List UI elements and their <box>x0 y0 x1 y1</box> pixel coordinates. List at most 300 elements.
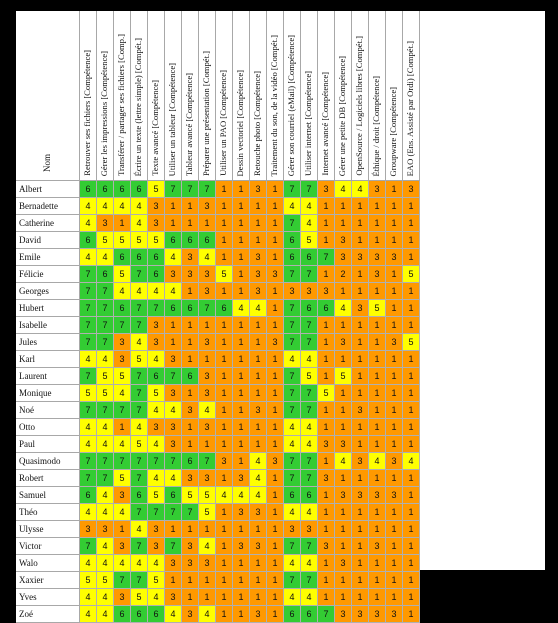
score-cell: 1 <box>267 249 284 266</box>
score-cell: 1 <box>369 521 386 538</box>
score-cell: 7 <box>80 317 97 334</box>
table-row <box>16 606 545 623</box>
table-row <box>16 283 545 300</box>
row-name: Monique <box>16 385 80 402</box>
score-cell: 6 <box>97 266 114 283</box>
score-cell: 7 <box>284 402 301 419</box>
score-cell: 1 <box>403 504 420 521</box>
score-cell: 1 <box>114 215 131 232</box>
score-cell: 1 <box>250 334 267 351</box>
score-cell: 1 <box>403 283 420 300</box>
score-cell: 1 <box>216 521 233 538</box>
table-row <box>16 487 545 504</box>
score-cell: 1 <box>165 521 182 538</box>
column-header <box>335 11 352 181</box>
table-row <box>16 538 545 555</box>
table-body <box>16 181 545 623</box>
score-cell: 1 <box>352 351 369 368</box>
score-cell: 3 <box>165 436 182 453</box>
score-cell: 3 <box>148 334 165 351</box>
score-cell: 5 <box>148 181 165 198</box>
score-cell: 1 <box>318 453 335 470</box>
score-cell: 4 <box>80 249 97 266</box>
score-cell: 1 <box>369 351 386 368</box>
score-cell: 7 <box>284 385 301 402</box>
score-cell: 3 <box>148 538 165 555</box>
score-cell: 1 <box>182 385 199 402</box>
score-cell: 6 <box>148 249 165 266</box>
score-cell: 4 <box>199 538 216 555</box>
column-header-label: Gérer son courriel (eMail) [Compétence] <box>286 34 296 176</box>
column-header <box>403 11 420 181</box>
score-cell: 6 <box>284 606 301 623</box>
score-cell: 1 <box>335 572 352 589</box>
column-header <box>233 11 250 181</box>
score-cell: 3 <box>369 266 386 283</box>
score-cell: 1 <box>114 419 131 436</box>
row-name: Emile <box>16 249 80 266</box>
score-cell: 4 <box>301 351 318 368</box>
score-cell: 1 <box>403 215 420 232</box>
score-cell: 4 <box>148 555 165 572</box>
column-header <box>131 11 148 181</box>
table-row <box>16 470 545 487</box>
score-cell: 1 <box>386 317 403 334</box>
score-cell: 1 <box>233 555 250 572</box>
score-cell: 5 <box>131 351 148 368</box>
score-cell: 4 <box>335 181 352 198</box>
score-cell: 1 <box>233 368 250 385</box>
score-cell: 1 <box>216 283 233 300</box>
score-cell: 4 <box>403 453 420 470</box>
table-row <box>16 249 545 266</box>
column-header <box>97 11 114 181</box>
score-cell: 4 <box>335 300 352 317</box>
score-cell: 1 <box>369 436 386 453</box>
score-cell: 7 <box>80 300 97 317</box>
score-cell: 4 <box>131 283 148 300</box>
score-cell: 3 <box>199 555 216 572</box>
score-cell: 3 <box>352 606 369 623</box>
score-cell: 3 <box>352 487 369 504</box>
score-cell: 4 <box>199 249 216 266</box>
score-cell: 7 <box>80 266 97 283</box>
score-cell: 1 <box>216 215 233 232</box>
score-cell: 7 <box>131 385 148 402</box>
score-cell: 4 <box>165 606 182 623</box>
score-cell: 4 <box>97 419 114 436</box>
table-row <box>16 419 545 436</box>
score-cell: 7 <box>114 317 131 334</box>
score-cell: 4 <box>284 351 301 368</box>
score-cell: 4 <box>369 453 386 470</box>
score-cell: 1 <box>318 504 335 521</box>
score-cell: 4 <box>80 555 97 572</box>
row-name: Théo <box>16 504 80 521</box>
score-cell: 5 <box>301 232 318 249</box>
table-row <box>16 385 545 402</box>
score-cell: 4 <box>301 589 318 606</box>
score-cell: 5 <box>97 572 114 589</box>
column-header <box>318 11 335 181</box>
score-cell: 5 <box>148 572 165 589</box>
score-cell: 1 <box>199 589 216 606</box>
score-cell: 1 <box>233 521 250 538</box>
score-cell: 3 <box>403 181 420 198</box>
score-cell: 6 <box>148 368 165 385</box>
score-cell: 4 <box>284 555 301 572</box>
score-cell: 3 <box>386 249 403 266</box>
score-cell: 5 <box>199 504 216 521</box>
score-cell: 1 <box>335 198 352 215</box>
score-cell: 4 <box>97 487 114 504</box>
score-cell: 4 <box>250 453 267 470</box>
score-cell: 7 <box>284 334 301 351</box>
score-cell: 7 <box>131 453 148 470</box>
score-cell: 1 <box>267 470 284 487</box>
score-cell: 7 <box>301 538 318 555</box>
score-cell: 5 <box>97 232 114 249</box>
score-cell: 3 <box>199 334 216 351</box>
column-header <box>386 11 403 181</box>
score-cell: 7 <box>301 317 318 334</box>
score-cell: 1 <box>267 504 284 521</box>
score-cell: 1 <box>352 521 369 538</box>
score-cell: 7 <box>148 504 165 521</box>
column-header <box>267 11 284 181</box>
score-cell: 1 <box>267 555 284 572</box>
score-cell: 3 <box>148 198 165 215</box>
score-cell: 4 <box>97 504 114 521</box>
score-cell: 1 <box>250 572 267 589</box>
score-cell: 1 <box>199 215 216 232</box>
score-cell: 3 <box>80 521 97 538</box>
score-cell: 6 <box>182 453 199 470</box>
score-cell: 6 <box>318 300 335 317</box>
score-cell: 5 <box>80 572 97 589</box>
row-name: David <box>16 232 80 249</box>
row-name: Noé <box>16 402 80 419</box>
column-header-label: Dessin vectoriel [Compétence] <box>235 69 245 176</box>
table-row <box>16 334 545 351</box>
score-cell: 1 <box>233 232 250 249</box>
score-cell: 3 <box>148 419 165 436</box>
score-cell: 1 <box>352 589 369 606</box>
score-cell: 1 <box>250 368 267 385</box>
score-cell: 4 <box>148 402 165 419</box>
score-cell: 1 <box>267 181 284 198</box>
column-header-label: Tableur avancé [Compétence] <box>184 73 194 176</box>
score-cell: 1 <box>403 402 420 419</box>
score-cell: 1 <box>216 504 233 521</box>
column-header-label: Préparer une présentation [Compét.] <box>201 50 211 176</box>
score-cell: 6 <box>182 232 199 249</box>
score-cell: 3 <box>250 504 267 521</box>
score-cell: 4 <box>114 283 131 300</box>
score-cell: 1 <box>182 521 199 538</box>
score-cell: 1 <box>352 555 369 572</box>
score-cell: 3 <box>250 283 267 300</box>
score-cell: 6 <box>284 487 301 504</box>
score-cell: 1 <box>250 436 267 453</box>
score-cell: 7 <box>284 181 301 198</box>
row-name: Karl <box>16 351 80 368</box>
score-cell: 1 <box>182 419 199 436</box>
score-cell: 3 <box>352 402 369 419</box>
score-cell: 3 <box>114 487 131 504</box>
score-cell: 7 <box>165 181 182 198</box>
table-row <box>16 402 545 419</box>
score-cell: 7 <box>80 368 97 385</box>
score-cell: 4 <box>301 419 318 436</box>
score-cell: 6 <box>182 368 199 385</box>
score-cell: 1 <box>165 317 182 334</box>
score-cell: 3 <box>301 521 318 538</box>
row-name: Ulysse <box>16 521 80 538</box>
score-cell: 1 <box>403 470 420 487</box>
score-cell: 1 <box>386 351 403 368</box>
table-row <box>16 368 545 385</box>
score-cell: 1 <box>267 385 284 402</box>
score-cell: 4 <box>250 470 267 487</box>
score-cell: 3 <box>182 249 199 266</box>
score-cell: 4 <box>301 504 318 521</box>
score-cell: 1 <box>386 232 403 249</box>
score-cell: 4 <box>114 504 131 521</box>
score-cell: 7 <box>114 453 131 470</box>
score-cell: 1 <box>335 385 352 402</box>
score-cell: 1 <box>267 419 284 436</box>
score-cell: 4 <box>165 402 182 419</box>
score-cell: 6 <box>80 487 97 504</box>
table-row <box>16 215 545 232</box>
score-cell: 3 <box>148 317 165 334</box>
column-header <box>369 11 386 181</box>
score-cell: 1 <box>318 198 335 215</box>
score-cell: 5 <box>403 266 420 283</box>
score-cell: 4 <box>131 334 148 351</box>
score-cell: 1 <box>352 436 369 453</box>
score-cell: 3 <box>386 334 403 351</box>
score-cell: 5 <box>199 487 216 504</box>
score-cell: 7 <box>114 572 131 589</box>
score-cell: 7 <box>114 402 131 419</box>
score-cell: 1 <box>114 521 131 538</box>
score-cell: 6 <box>131 487 148 504</box>
score-cell: 3 <box>369 538 386 555</box>
score-cell: 1 <box>352 334 369 351</box>
score-cell: 1 <box>233 419 250 436</box>
score-cell: 1 <box>216 606 233 623</box>
score-cell: 5 <box>114 368 131 385</box>
column-header <box>301 11 318 181</box>
score-cell: 1 <box>403 606 420 623</box>
score-cell: 5 <box>80 385 97 402</box>
score-cell: 1 <box>250 555 267 572</box>
score-cell: 4 <box>148 470 165 487</box>
score-cell: 7 <box>131 470 148 487</box>
score-cell: 1 <box>386 368 403 385</box>
score-cell: 1 <box>352 538 369 555</box>
row-name: Zoé <box>16 606 80 623</box>
score-cell: 6 <box>165 487 182 504</box>
score-cell: 7 <box>131 504 148 521</box>
score-cell: 3 <box>182 470 199 487</box>
score-cell: 1 <box>233 334 250 351</box>
score-cell: 3 <box>335 249 352 266</box>
score-cell: 4 <box>199 606 216 623</box>
score-cell: 6 <box>97 181 114 198</box>
score-cell: 1 <box>216 317 233 334</box>
row-name: Walo <box>16 555 80 572</box>
score-cell: 4 <box>148 589 165 606</box>
score-cell: 4 <box>97 351 114 368</box>
score-cell: 3 <box>267 266 284 283</box>
score-cell: 7 <box>131 317 148 334</box>
score-cell: 1 <box>403 555 420 572</box>
score-cell: 1 <box>216 198 233 215</box>
score-cell: 1 <box>233 351 250 368</box>
score-cell: 6 <box>114 249 131 266</box>
score-cell: 3 <box>301 283 318 300</box>
score-cell: 5 <box>148 385 165 402</box>
score-cell: 6 <box>284 232 301 249</box>
score-cell: 3 <box>369 606 386 623</box>
score-cell: 1 <box>386 555 403 572</box>
score-cell: 4 <box>301 555 318 572</box>
score-cell: 6 <box>284 249 301 266</box>
score-cell: 4 <box>80 215 97 232</box>
score-cell: 5 <box>148 232 165 249</box>
score-cell: 1 <box>233 215 250 232</box>
row-name: Robert <box>16 470 80 487</box>
column-header-label: Internet avancé [Compétence] <box>320 72 330 176</box>
score-cell: 7 <box>301 385 318 402</box>
column-header <box>148 11 165 181</box>
column-header-label: OpenSource / Logiciels libres [Compét.] <box>354 36 364 176</box>
score-cell: 5 <box>97 385 114 402</box>
score-cell: 6 <box>114 300 131 317</box>
score-cell: 7 <box>284 215 301 232</box>
score-cell: 3 <box>284 521 301 538</box>
score-cell: 3 <box>182 538 199 555</box>
score-cell: 7 <box>131 368 148 385</box>
score-cell: 1 <box>267 215 284 232</box>
score-cell: 3 <box>114 538 131 555</box>
score-cell: 1 <box>403 198 420 215</box>
score-cell: 1 <box>267 283 284 300</box>
score-cell: 4 <box>301 198 318 215</box>
score-cell: 3 <box>352 249 369 266</box>
score-cell: 4 <box>165 470 182 487</box>
score-cell: 5 <box>182 487 199 504</box>
score-cell: 4 <box>165 249 182 266</box>
column-header <box>199 11 216 181</box>
score-cell: 1 <box>318 419 335 436</box>
score-cell: 1 <box>369 198 386 215</box>
score-cell: 5 <box>216 266 233 283</box>
score-cell: 1 <box>216 368 233 385</box>
column-header-label: Utiliser internet [Compétence] <box>303 71 313 176</box>
score-cell: 7 <box>80 538 97 555</box>
score-cell: 3 <box>250 266 267 283</box>
score-cell: 1 <box>216 589 233 606</box>
score-cell: 1 <box>233 453 250 470</box>
score-cell: 1 <box>386 402 403 419</box>
score-cell: 3 <box>182 606 199 623</box>
row-name: Yves <box>16 589 80 606</box>
score-cell: 1 <box>267 300 284 317</box>
score-cell: 1 <box>386 283 403 300</box>
score-cell: 7 <box>165 368 182 385</box>
score-cell: 1 <box>165 334 182 351</box>
score-cell: 1 <box>267 521 284 538</box>
score-cell: 1 <box>318 368 335 385</box>
score-cell: 5 <box>301 368 318 385</box>
score-cell: 1 <box>403 385 420 402</box>
score-cell: 1 <box>386 385 403 402</box>
score-cell: 1 <box>216 402 233 419</box>
score-cell: 6 <box>199 232 216 249</box>
score-cell: 1 <box>165 572 182 589</box>
column-header-label: Texte avancé [Compétence] <box>150 80 160 176</box>
score-cell: 3 <box>352 300 369 317</box>
score-cell: 3 <box>369 487 386 504</box>
score-cell: 1 <box>352 317 369 334</box>
score-cell: 7 <box>80 283 97 300</box>
score-cell: 1 <box>267 402 284 419</box>
table-row <box>16 555 545 572</box>
score-cell: 1 <box>233 402 250 419</box>
score-cell: 7 <box>182 181 199 198</box>
score-cell: 4 <box>114 555 131 572</box>
score-cell: 1 <box>403 572 420 589</box>
score-cell: 7 <box>148 300 165 317</box>
column-header <box>284 11 301 181</box>
score-cell: 1 <box>182 283 199 300</box>
column-header-label: Retouche photo [Compétence] <box>252 70 262 176</box>
score-cell: 5 <box>131 232 148 249</box>
score-cell: 5 <box>369 300 386 317</box>
score-cell: 4 <box>165 283 182 300</box>
score-cell: 1 <box>267 572 284 589</box>
score-cell: 1 <box>318 521 335 538</box>
score-cell: 3 <box>97 521 114 538</box>
row-name: Victor <box>16 538 80 555</box>
score-cell: 6 <box>165 300 182 317</box>
score-cell: 4 <box>284 436 301 453</box>
score-cell: 1 <box>369 232 386 249</box>
score-cell: 3 <box>386 487 403 504</box>
score-cell: 1 <box>369 555 386 572</box>
score-cell: 1 <box>386 521 403 538</box>
score-cell: 4 <box>80 436 97 453</box>
score-cell: 7 <box>182 504 199 521</box>
score-cell: 4 <box>216 487 233 504</box>
score-cell: 1 <box>250 589 267 606</box>
column-header <box>216 11 233 181</box>
row-name: Félicie <box>16 266 80 283</box>
score-cell: 1 <box>369 317 386 334</box>
table-row <box>16 266 545 283</box>
score-cell: 1 <box>386 198 403 215</box>
score-cell: 4 <box>114 198 131 215</box>
score-cell: 7 <box>80 470 97 487</box>
score-cell: 1 <box>182 334 199 351</box>
score-cell: 6 <box>301 249 318 266</box>
score-cell: 1 <box>335 317 352 334</box>
score-cell: 1 <box>403 249 420 266</box>
